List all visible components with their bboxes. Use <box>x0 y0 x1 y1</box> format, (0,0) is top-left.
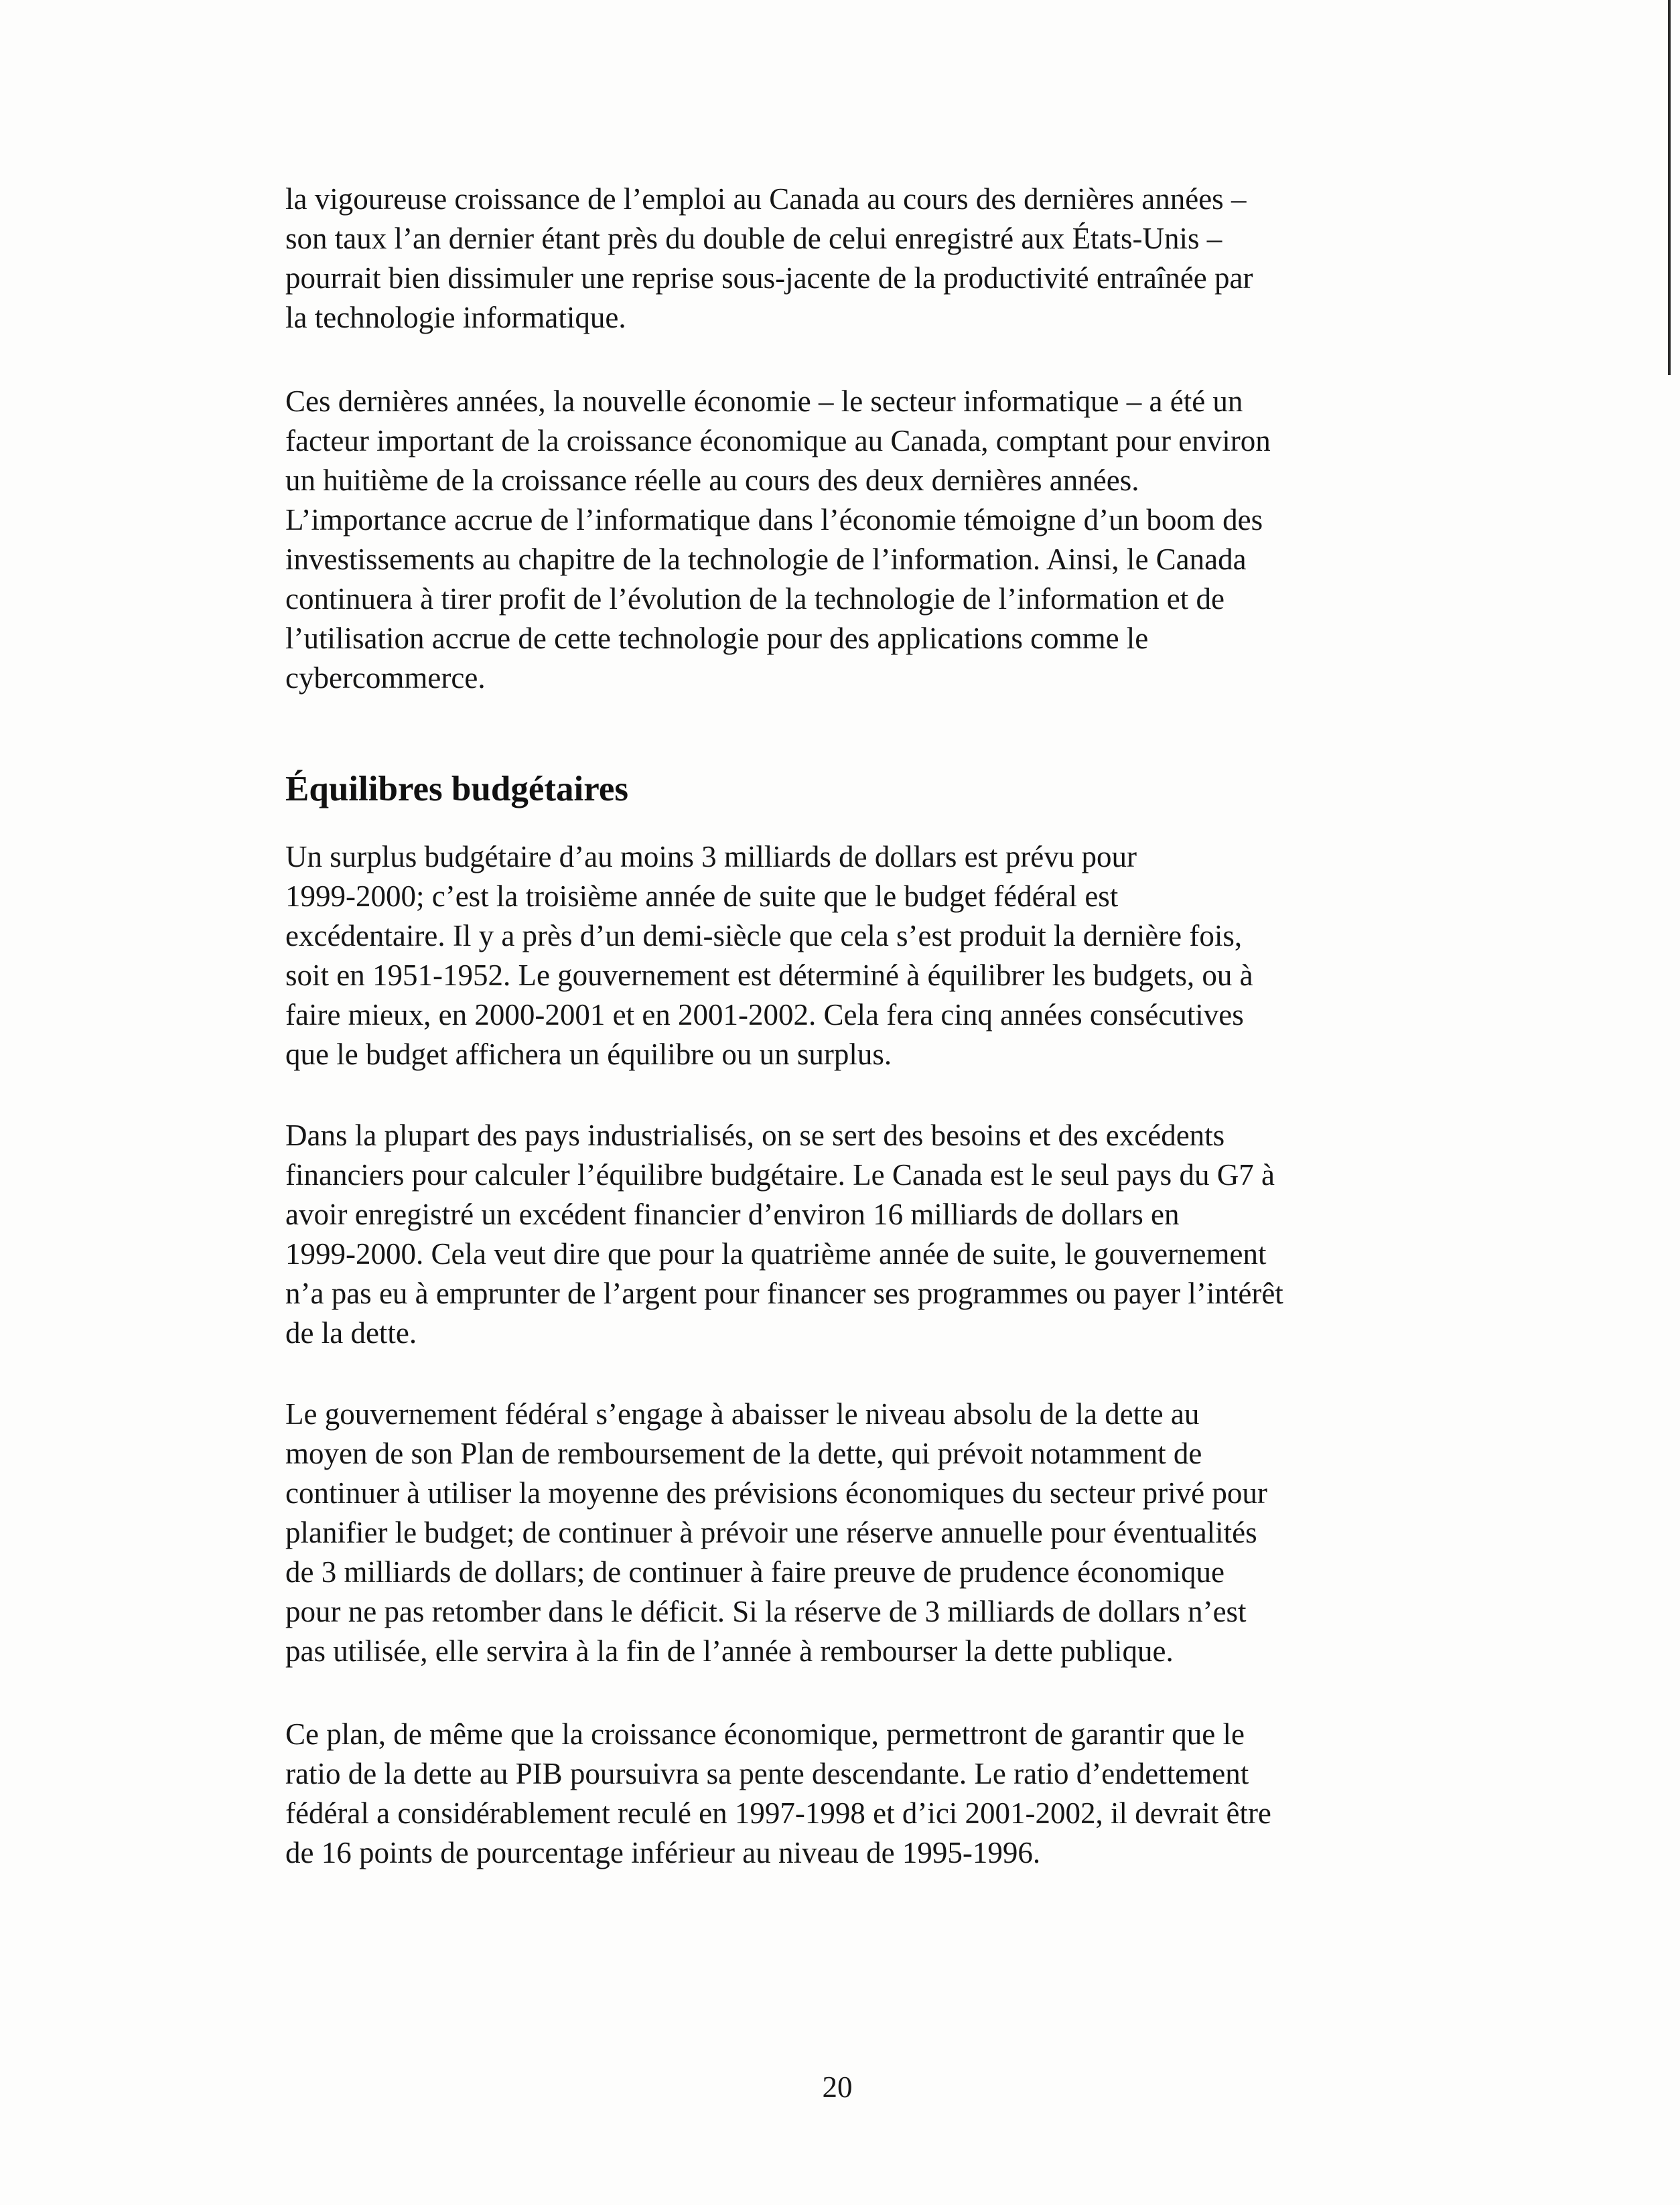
text-line: cybercommerce. <box>285 661 486 695</box>
text-line: son taux l’an dernier étant près du double de celui enregistré aux États-Unis – <box>285 222 1222 255</box>
text-line: excédentaire. Il y a près d’un demi-siècle que cela s’est produit la dernière fois, <box>285 919 1243 952</box>
text-line: 1999-2000; c’est la troisième année de suite que le budget fédéral est <box>285 879 1119 913</box>
paragraph-financial-surplus <box>285 1116 1417 1353</box>
paragraph-new-economy <box>285 382 1417 698</box>
page-number: 20 <box>822 2070 853 2104</box>
text-line: Dans la plupart des pays industrialisés, on se sert des besoins et des excédents <box>285 1119 1225 1152</box>
text-line: la vigoureuse croissance de l’emploi au Canada au cours des dernières années – <box>285 182 1247 216</box>
text-line: Ce plan, de même que la croissance économique, permettront de garantir que le <box>285 1717 1245 1751</box>
text-line: investissements au chapitre de la technologie de l’information. Ainsi, le Canada <box>285 543 1247 576</box>
text-line: Le gouvernement fédéral s’engage à abaisser le niveau absolu de la dette au <box>285 1397 1200 1431</box>
text-line: fédéral a considérablement reculé en 1997-1998 et d’ici 2001-2002, il devrait être <box>285 1796 1271 1830</box>
text-line: Ces dernières années, la nouvelle économie – le secteur informatique – a été un <box>285 384 1243 418</box>
text-line: la technologie informatique. <box>285 301 626 334</box>
text-line: soit en 1951-1952. Le gouvernement est déterminé à équilibrer les budgets, ou à <box>285 958 1253 992</box>
text-line: financiers pour calculer l’équilibre budgétaire. Le Canada est le seul pays du G7 à <box>285 1158 1275 1192</box>
text-line: facteur important de la croissance économique au Canada, comptant pour environ <box>285 424 1271 457</box>
text-line: moyen de son Plan de remboursement de la dette, qui prévoit notamment de <box>285 1437 1202 1470</box>
text-line: pour ne pas retomber dans le déficit. Si la réserve de 3 milliards de dollars n’est <box>285 1595 1247 1628</box>
text-line: L’importance accrue de l’informatique dans l’économie témoigne d’un boom des <box>285 503 1263 537</box>
text-line: 1999-2000. Cela veut dire que pour la quatrième année de suite, le gouvernement <box>285 1237 1267 1271</box>
text-line: continuera à tirer profit de l’évolution de la technologie de l’information et de <box>285 582 1224 616</box>
text-line: n’a pas eu à emprunter de l’argent pour financer ses programmes ou payer l’intérêt <box>285 1277 1283 1310</box>
text-line: l’utilisation accrue de cette technologie pour des applications comme le <box>285 622 1149 655</box>
text-line: Un surplus budgétaire d’au moins 3 milliards de dollars est prévu pour <box>285 840 1137 873</box>
text-line: faire mieux, en 2000-2001 et en 2001-2002. Cela fera cinq années consécutives <box>285 998 1244 1032</box>
text-line: ratio de la dette au PIB poursuivra sa pente descendante. Le ratio d’endettement <box>285 1757 1249 1790</box>
paragraph-employment-growth <box>285 180 1417 338</box>
text-line: de 16 points de pourcentage inférieur au niveau de 1995-1996. <box>285 1836 1041 1869</box>
text-line: de 3 milliards de dollars; de continuer à faire preuve de prudence économique <box>285 1555 1224 1589</box>
paragraph-debt-ratio <box>285 1715 1417 1873</box>
scan-edge-line <box>1668 0 1671 375</box>
text-line: continuer à utiliser la moyenne des prévisions économiques du secteur privé pour <box>285 1476 1267 1510</box>
text-line: de la dette. <box>285 1316 417 1350</box>
paragraph-debt-repayment-plan <box>285 1395 1417 1671</box>
section-heading: Équilibres budgétaires <box>285 770 628 808</box>
paragraph-budget-surplus <box>285 837 1417 1074</box>
text-line: un huitième de la croissance réelle au cours des deux dernières années. <box>285 464 1139 497</box>
text-line: que le budget affichera un équilibre ou un surplus. <box>285 1038 892 1071</box>
text-line: pourrait bien dissimuler une reprise sous-jacente de la productivité entraînée par <box>285 261 1253 295</box>
text-line: planifier le budget; de continuer à prévoir une réserve annuelle pour éventualités <box>285 1516 1257 1549</box>
text-line: avoir enregistré un excédent financier d’environ 16 milliards de dollars en <box>285 1198 1180 1231</box>
text-line: pas utilisée, elle servira à la fin de l’année à rembourser la dette publique. <box>285 1634 1174 1668</box>
